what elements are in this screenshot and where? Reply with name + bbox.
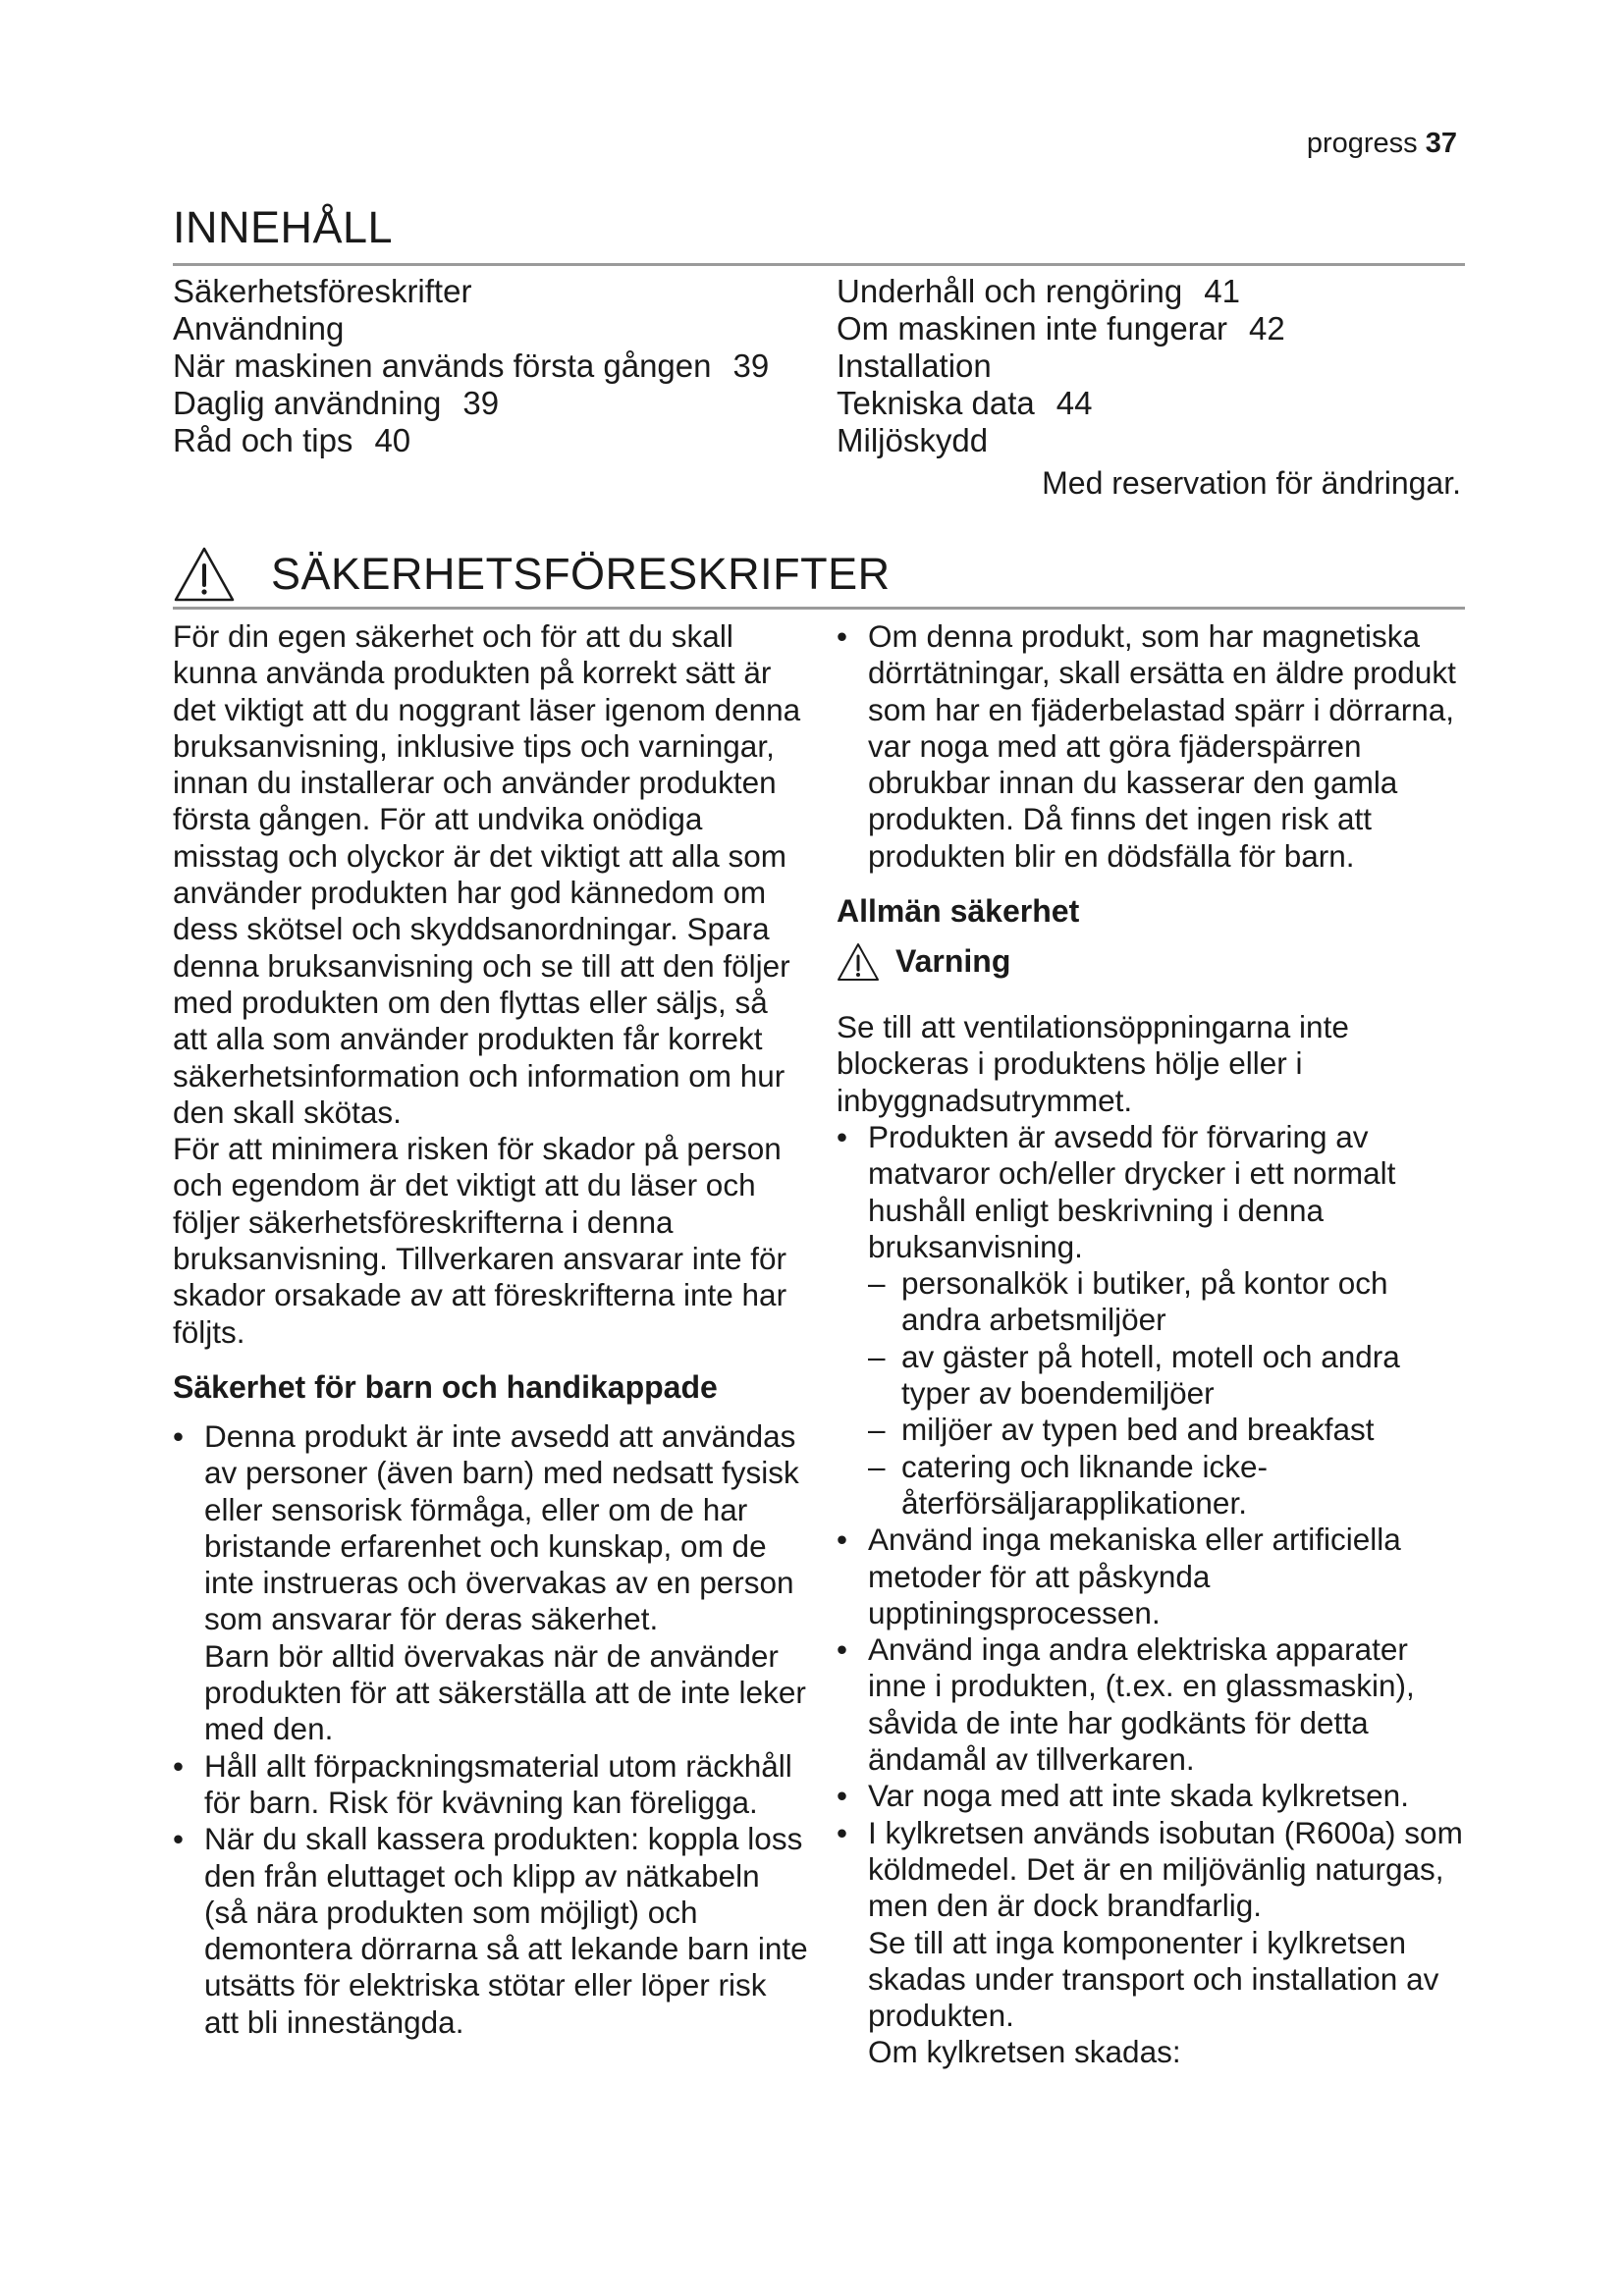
general-safety-list [837,1119,1473,2071]
list-item: • Om denna produkt, som har magnetiska dörrtätningar, skall ersätta en äldre produkt som har en fjäderbelastad spärr i dörrarna, var noga med att göra fjäderspärren obrukbar innan du kasserar den gamla produkten. Då finns det ingen risk att produkten blir en dödsfälla för barn. [837,618,1473,875]
right-text-column [837,618,1473,2071]
toc-entry[interactable]: Om maskinen inte fungerar 42 [837,310,1285,347]
toc-page: 39 [462,385,500,421]
toc-entry[interactable]: Råd och tips 40 [173,422,411,458]
brand-name: progress [1306,128,1418,159]
list-item: • Denna produkt är inte avsedd att användas av personer (även barn) med nedsatt fysisk eller sensorisk förmåga, eller om de har bristande erfarenhet och kunskap, om de inte instrueras och övervakas av en person som ansvarar för deras säkerhet. Barn bör alltid övervakas när de använder produkten för att säkerställa att de inte leker med den. [173,1418,809,1748]
list-item-note: Se till att inga komponenter i kylkretsen skadas under transport och installation av produkten. [868,1924,1439,2034]
sub-list-item: – av gäster på hotell, motell och andra typer av boendemiljöer [837,1339,1473,1413]
toc-entry[interactable]: Daglig användning 39 [173,385,500,421]
list-item-note: Om kylkretsen skadas: [868,2034,1181,2070]
toc-entry[interactable]: Installation [837,347,992,384]
list-item: • När du skall kassera produkten: koppla loss den från eluttaget och klipp av nätkabeln (så nära produkten som möjligt) och demontera dörrarna så att lekande barn inte utsätts för elektriska stötar eller löper risk att bli innestängda. [173,1821,809,2041]
toc-page: 42 [1249,310,1285,347]
ventilation-paragraph: Se till att ventilationsöppningarna inte blockeras i produktens hölje eller i inbyggnadsutrymmet. [837,1009,1349,1118]
section-divider [173,607,1465,610]
reservation-note: Med reservation för ändringar. [1042,465,1461,501]
toc-entry[interactable]: Miljöskydd [837,422,989,458]
toc-title: INNEHÅLL [173,202,394,252]
warning-callout [837,942,1473,982]
toc-page: 44 [1056,385,1093,421]
toc-divider [173,263,1465,266]
children-safety-heading: Säkerhet för barn och handikappade [173,1368,718,1405]
toc-page: 40 [374,422,411,458]
toc-page: 41 [1204,273,1240,309]
toc-entry[interactable]: Användning [173,310,345,347]
sub-list-item: – catering och liknande icke-återförsäljarapplikationer. [837,1449,1473,1522]
left-text-column [173,618,809,2041]
list-item: • Använd inga mekaniska eller artificiella metoder för att påskynda upptiningsprocessen. [837,1522,1473,1631]
toc-left-column [173,273,769,459]
list-item: • Produkten är avsedd för förvaring av matvaror och/eller drycker i ett normalt hushåll enligt beskrivning i denna bruksanvisning. [837,1119,1473,1265]
toc-entry[interactable]: Underhåll och rengöring 41 [837,273,1240,309]
magnet-list [837,618,1473,875]
list-item: • Var noga med att inte skada kylkretsen. [837,1778,1473,1814]
sub-list-item: – personalkök i butiker, på kontor och andra arbetsmiljöer [837,1265,1473,1339]
warning-label: Varning [895,943,1011,980]
toc-page: 39 [732,347,770,384]
general-safety-heading: Allmän säkerhet [837,893,1080,930]
toc-entry[interactable]: Tekniska data 44 [837,385,1093,421]
section-title: SÄKERHETSFÖRESKRIFTER [271,549,891,599]
page-number: 37 [1425,128,1457,159]
warning-icon [837,942,880,982]
warning-triangle-icon [173,546,236,603]
intro-paragraph: För att minimera risken för skador på person och egendom är det viktigt att du läser och följer säkerhetsföreskrifterna i denna bruksanvisning. Tillverkaren ansvarar inte för skador orsakade av att föreskrifterna inte har följts. [173,1131,787,1350]
list-item: • I kylkretsen används isobutan (R600a) som köldmedel. Det är en miljövänlig naturgas, men den är dock brandfarlig. Se till att inga komponenter i kylkretsen skadas under transport och installation av produkten. Om kylkretsen skadas: [837,1815,1473,2071]
intro-paragraph: För din egen säkerhet och för att du skall kunna använda produkten på korrekt sätt är det viktigt att du noggrant läser igenom denna bruksanvisning, inklusive tips och varningar, innan du installerar och använder produkten första gången. För att undvika onödiga misstag och olyckor är det viktigt att alla som använder produkten har god kännedom om dess skötsel och skyddsanordningar. Spara denna bruksanvisning och se till att den följer med produkten om den flyttas eller säljs, så att alla som använder produkten får korrekt säkerhetsinformation och information om hur den skall skötas. [173,618,801,1130]
toc-right-column [837,273,1285,459]
list-item-note: Barn bör alltid övervakas när de använder produkten för att säkerställa att de inte leker med den. [204,1637,806,1747]
children-safety-list [173,1418,809,2041]
list-item: • Använd inga andra elektriska apparater inne i produkten, (t.ex. en glassmaskin), såvida de inte har godkänts för detta ändamål av tillverkaren. [837,1631,1473,1778]
page-header [1307,128,1457,160]
toc-entry[interactable]: Säkerhetsföreskrifter [173,273,472,309]
toc-entry[interactable]: När maskinen används första gången 39 [173,347,770,384]
sub-list-item: – miljöer av typen bed and breakfast [837,1412,1473,1448]
safety-section-header [173,546,891,603]
list-item: • Håll allt förpackningsmaterial utom räckhåll för barn. Risk för kvävning kan föreligga. [173,1748,809,1822]
